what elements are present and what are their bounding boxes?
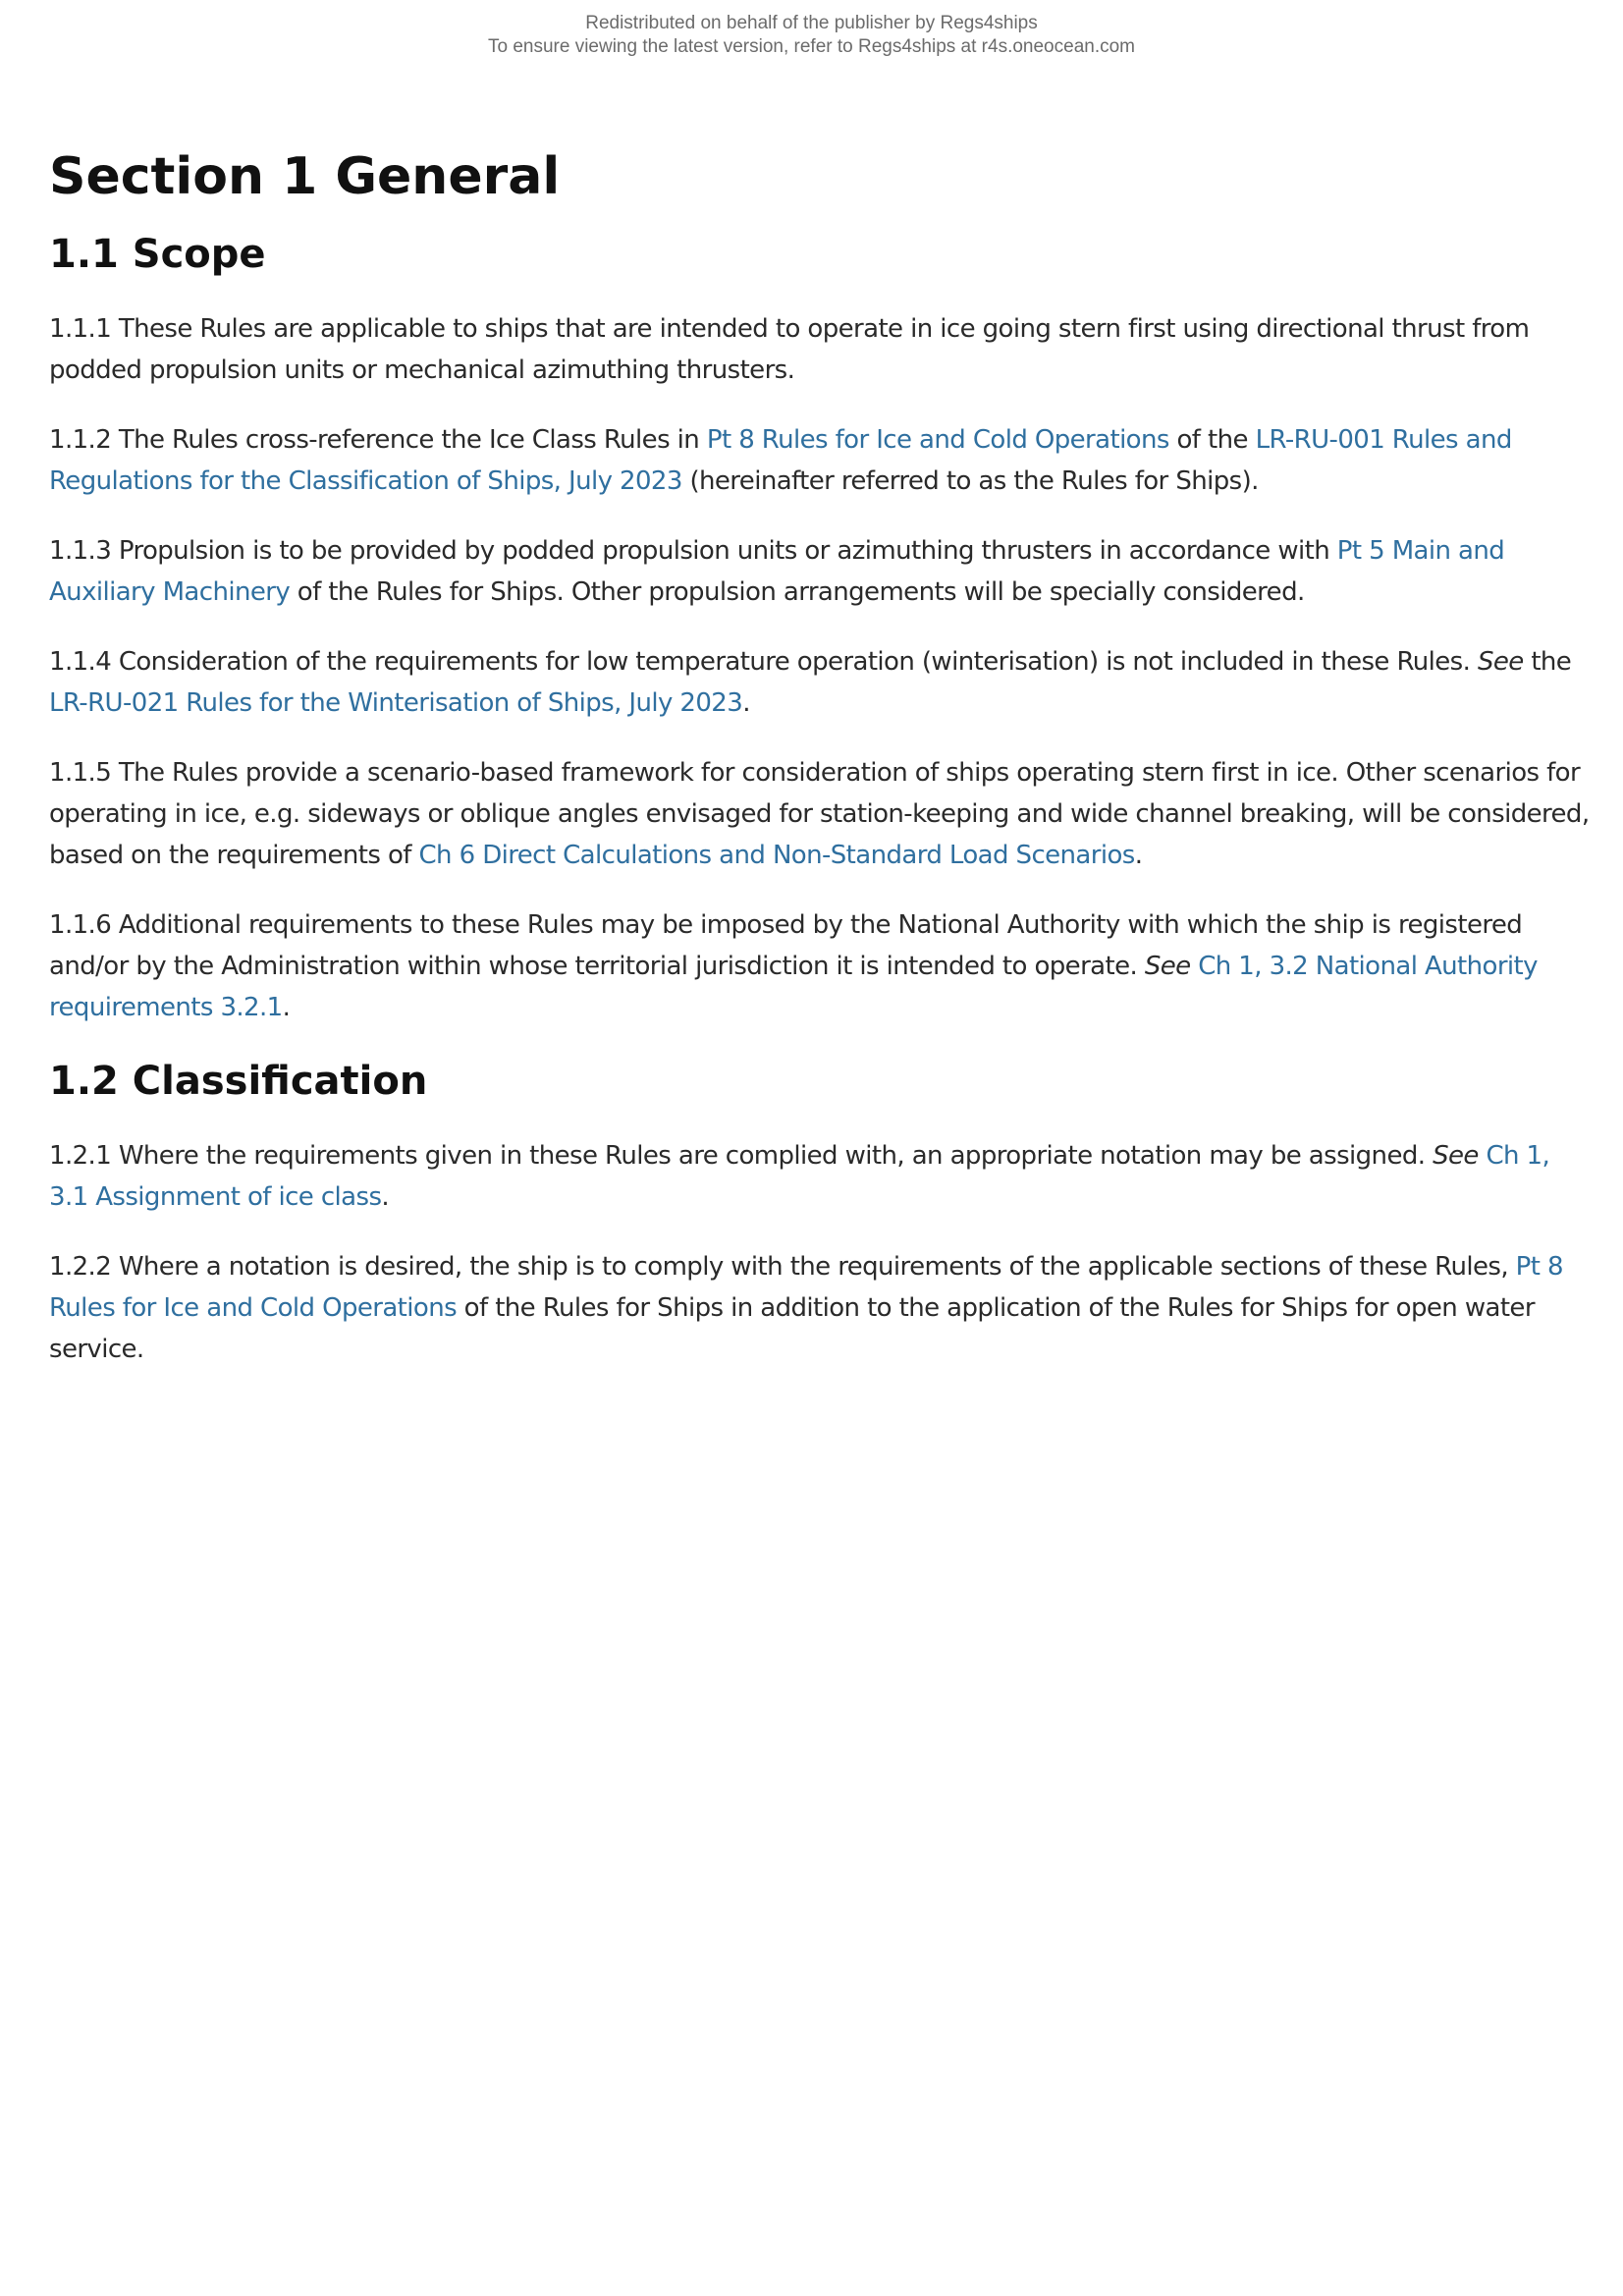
clause-1-2-1-see: See bbox=[1433, 1141, 1479, 1171]
link-ch1-3-1-assignment-ice-class[interactable]: Ch 1, 3.1 Assignment of ice class bbox=[49, 1141, 1550, 1212]
clause-1-1-5 bbox=[49, 752, 1591, 876]
clause-1-2-1 bbox=[49, 1135, 1591, 1218]
clause-1-1-6 bbox=[49, 904, 1591, 1028]
clause-1-2-2-text-2: of the Rules for Ships in addition to the application of the Rules for Ships for open water service. bbox=[49, 1293, 1535, 1364]
classification-heading: 1.2 Classification bbox=[49, 1059, 428, 1104]
redistribution-line-2: To ensure viewing the latest version, refer to Regs4ships at r4s.oneocean.com bbox=[487, 36, 1136, 57]
link-lr-ru-001-rules[interactable]: LR-RU-001 Rules and Regulations for the Classification of Ships, July 2023 bbox=[49, 425, 1512, 496]
clause-1-1-2 bbox=[49, 419, 1591, 502]
clause-1-1-1-text: 1.1.1 These Rules are applicable to ships that are intended to operate in ice going stern first using directional thrust from podded propulsion units or mechanical azimuthing thrusters. bbox=[49, 314, 1530, 385]
document-body bbox=[49, 145, 1591, 1398]
link-ch1-3-2-national-authority[interactable]: Ch 1, 3.2 National Authority requirements 3.2.1 bbox=[49, 952, 1538, 1022]
clause-1-1-2-text-1: 1.1.2 The Rules cross-reference the Ice Class Rules in bbox=[49, 425, 707, 455]
link-ch6-direct-calculations[interactable]: Ch 6 Direct Calculations and Non-Standard Load Scenarios bbox=[418, 841, 1135, 870]
clause-1-1-4 bbox=[49, 641, 1591, 724]
clause-1-1-4-text-1: 1.1.4 Consideration of the requirements for low temperature operation (winterisation) is not included in these Rules. bbox=[49, 647, 1478, 677]
clause-1-2-2 bbox=[49, 1246, 1591, 1370]
link-pt8-ice-cold-operations[interactable]: Pt 8 Rules for Ice and Cold Operations bbox=[706, 425, 1169, 455]
clause-1-1-6-text-1: 1.1.6 Additional requirements to these Rules may be imposed by the National Authority with which the ship is registered and/or by the Administration within whose territorial jurisdiction it is intended to operate. bbox=[49, 910, 1523, 981]
clause-1-1-4-text-3: . bbox=[742, 688, 750, 718]
clause-1-1-6-text-3: . bbox=[282, 993, 291, 1022]
clause-1-2-2-text-1: 1.2.2 Where a notation is desired, the ship is to comply with the requirements of the applicable sections of these Rules, bbox=[49, 1252, 1516, 1282]
link-pt8-ice-cold-operations-2[interactable]: Pt 8 Rules for Ice and Cold Operations bbox=[49, 1252, 1563, 1323]
clause-1-1-3 bbox=[49, 530, 1591, 613]
scope-heading: 1.1 Scope bbox=[49, 232, 266, 277]
clause-1-2-1-text-1: 1.2.1 Where the requirements given in these Rules are complied with, an appropriate notation may be assigned. bbox=[49, 1141, 1434, 1171]
clause-1-1-2-text-2: of the bbox=[1168, 425, 1256, 455]
redistribution-line-1: Redistributed on behalf of the publisher by Regs4ships bbox=[585, 13, 1038, 33]
clause-1-1-2-text-3: (hereinafter referred to as the Rules for Ships). bbox=[681, 466, 1259, 496]
redistribution-notice bbox=[0, 12, 1623, 59]
clause-1-1-4-text-2: the bbox=[1523, 647, 1572, 677]
clause-1-1-5-text-1: 1.1.5 The Rules provide a scenario-based framework for consideration of ships operating stern first in ice. Other scenarios for operating in ice, e.g. sideways or oblique angles envisaged for station-keeping and wide channel breaking, will be considered, based on the requirements of bbox=[49, 758, 1590, 870]
clause-1-2-1-text-3: . bbox=[381, 1182, 390, 1212]
clause-1-1-3-text-2: of the Rules for Ships. Other propulsion arrangements will be specially considered. bbox=[290, 577, 1305, 607]
clause-1-1-6-see: See bbox=[1144, 952, 1191, 981]
link-pt5-main-auxiliary-machinery[interactable]: Pt 5 Main and Auxiliary Machinery bbox=[49, 536, 1505, 607]
clause-1-1-4-see: See bbox=[1477, 647, 1524, 677]
clause-1-1-5-text-2: . bbox=[1134, 841, 1143, 870]
section-title: Section 1 General bbox=[49, 147, 561, 206]
clause-1-1-3-text-1: 1.1.3 Propulsion is to be provided by podded propulsion units or azimuthing thrusters in accordance with bbox=[49, 536, 1337, 566]
clause-1-1-1 bbox=[49, 308, 1591, 391]
link-lr-ru-021-winterisation[interactable]: LR-RU-021 Rules for the Winterisation of Ships, July 2023 bbox=[49, 688, 743, 718]
